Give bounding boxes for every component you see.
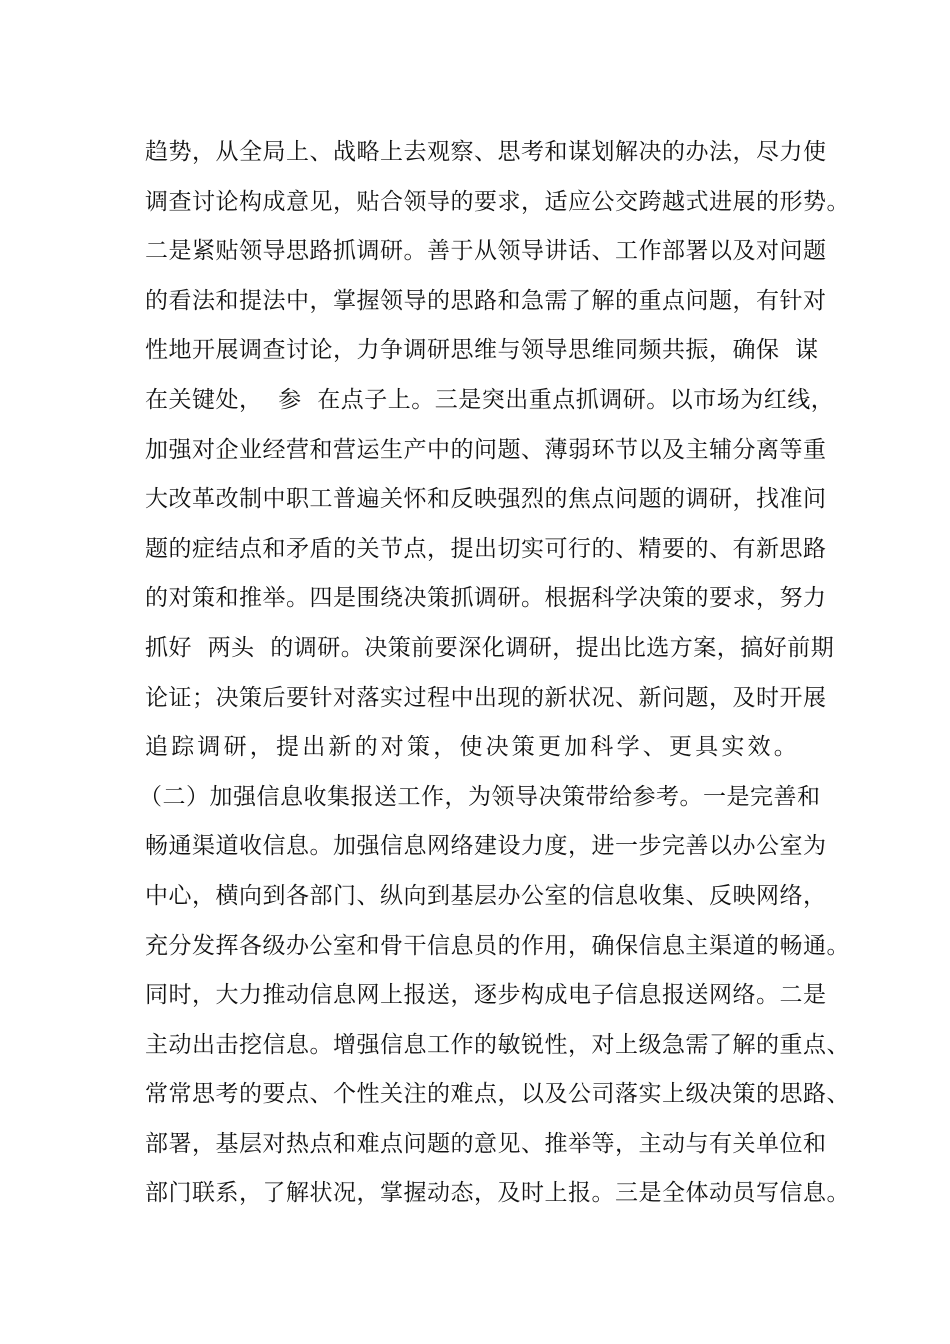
text-line: 的对策和推举。四是围绕决策抓调研。根据科学决策的要求，努力 — [145, 585, 827, 612]
text-line: 抓好 两头 的调研。决策前要深化调研，提出比选方案，搞好前期 — [145, 634, 835, 661]
text-line: 常常思考的要点、个性关注的难点，以及公司落实上级决策的思路、 — [145, 1081, 850, 1108]
text-line: 二是紧贴领导思路抓调研。善于从领导讲话、工作部署以及对问题 — [145, 238, 827, 265]
text-line: 部门联系，了解状况，掌握动态，及时上报。三是全体动员写信息。 — [145, 1180, 850, 1207]
text-line: 题的症结点和矛盾的关节点，提出切实可行的、精要的、有新思路 — [145, 535, 827, 562]
text-line: 在关键处， 参 在点子上。三是突出重点抓调研。以市场为红线， — [145, 386, 835, 413]
text-line: 畅通渠道收信息。加强信息网络建设力度，进一步完善以办公室为 — [145, 833, 827, 860]
text-line: 主动出击挖信息。增强信息工作的敏锐性，对上级急需了解的重点、 — [145, 1031, 850, 1058]
text-line: 追踪调研，提出新的对策，使决策更加科学、更具实效。 — [145, 734, 800, 761]
text-line: 中心，横向到各部门、纵向到基层办公室的信息收集、反映网络， — [145, 882, 827, 909]
text-line: 充分发挥各级办公室和骨干信息员的作用，确保信息主渠道的畅通。 — [145, 932, 850, 959]
text-line: 趋势，从全局上、战略上去观察、思考和谋划解决的办法，尽力使 — [145, 139, 827, 165]
text-line: 加强对企业经营和营运生产中的问题、薄弱环节以及主辅分离等重 — [145, 436, 827, 463]
text-line: 同时，大力推动信息网上报送，逐步构成电子信息报送网络。二是 — [145, 982, 827, 1009]
text-line: 调查讨论构成意见，贴合领导的要求，适应公交跨越式进展的形势。 — [145, 188, 850, 215]
text-line: 部署，基层对热点和难点问题的意见、推举等，主动与有关单位和 — [145, 1130, 827, 1157]
text-line: 大改革改制中职工普遍关怀和反映强烈的焦点问题的调研，找准问 — [145, 486, 827, 513]
section-heading-line: （二）加强信息收集报送工作，为领导决策带给参考。一是完善和 — [139, 783, 821, 810]
text-line: 的看法和提法中，掌握领导的思路和急需了解的重点问题，有针对 — [145, 287, 827, 314]
text-line: 性地开展调查讨论，力争调研思维与领导思维同频共振，确保 谋 — [145, 337, 819, 364]
body-text — [139, 128, 850, 1219]
text-line: 论证；决策后要针对落实过程中出现的新状况、新问题，及时开展 — [145, 684, 827, 711]
